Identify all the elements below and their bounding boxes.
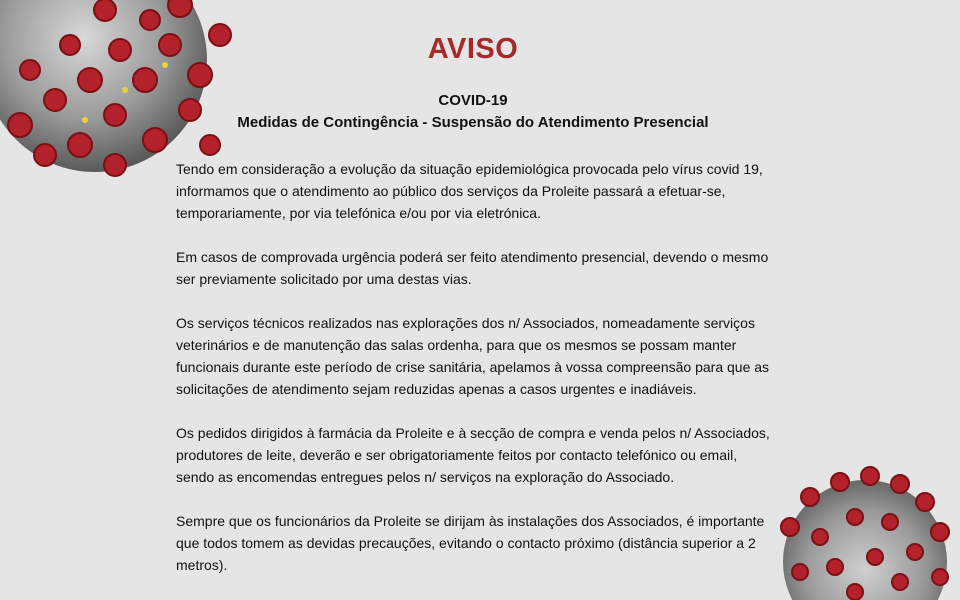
paragraph: Os serviços técnicos realizados nas explorações dos n/ Associados, nomeadamente serviços veterinários e de manutenção das salas ordenha, para que os mesmos se possam manter funcionais durante este período de crise sanitária, apelamos à vossa compreensão para que as solicitações de atendimento sejam reduzidas apenas a casos urgentes e inadiáveis. <box>176 315 770 397</box>
paragraph: Em casos de comprovada urgência poderá ser feito atendimento presencial, devendo o mesmo ser previamente solicitado por uma destas vias. <box>176 249 769 287</box>
notice-body <box>176 158 776 598</box>
notice-title: AVISO <box>427 33 519 65</box>
notice-subtitle: COVID-19 <box>438 92 508 109</box>
notice-heading: Medidas de Contingência - Suspensão do Atendimento Presencial <box>237 114 709 131</box>
paragraph: Tendo em consideração a evolução da situação epidemiológica provocada pelo vírus covid 19, informamos que o atendimento ao público dos serviços da Proleite passará a efetuar-se, temporariamente, por via telefónica e/ou por via eletrónica. <box>176 161 763 221</box>
coronavirus-illustration-bottom-right <box>760 462 960 600</box>
paragraph: Sempre que os funcionários da Proleite se dirijam às instalações dos Associados, é importante que todos tomem as devidas precauções, evitando o contacto próximo (distância superior a 2 metros). <box>176 513 765 573</box>
paragraph: Os pedidos dirigidos à farmácia da Proleite e à secção de compra e venda pelos n/ Associados, produtores de leite, deverão e ser obrigatoriamente feitos por contacto telefónico ou email, sendo as encomendas entregues pelos n/ serviços na exploração do Associado. <box>176 425 770 485</box>
